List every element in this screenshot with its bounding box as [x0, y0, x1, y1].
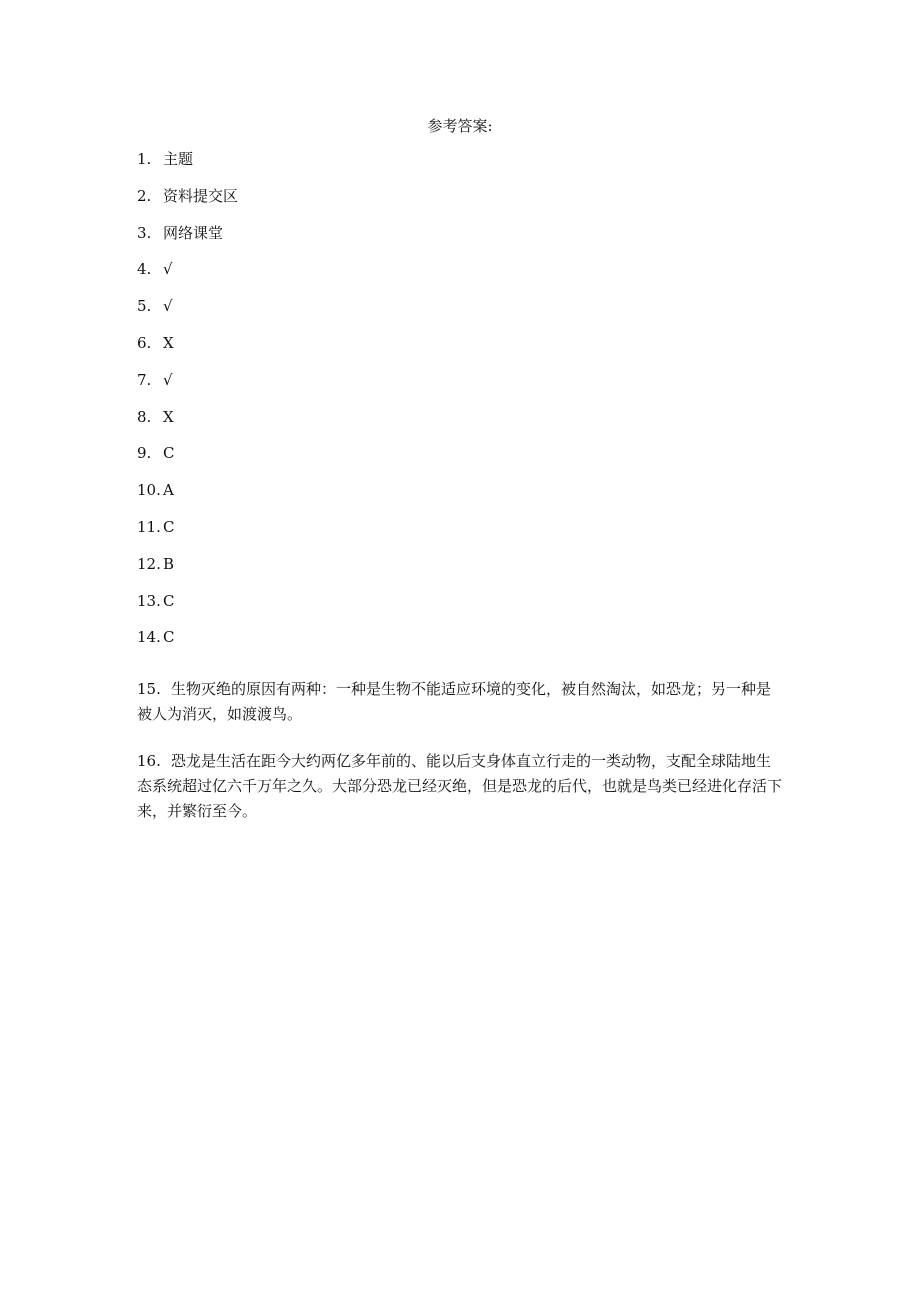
answer-item-11 — [137, 517, 238, 554]
answer-text: √ — [163, 370, 173, 389]
answer-item-14 — [137, 627, 238, 664]
answer-item-5 — [137, 296, 238, 333]
answer-text: C — [163, 591, 175, 610]
answer-text: C — [163, 628, 175, 647]
answer-number: 5. — [137, 297, 152, 316]
answer-paragraph: 生物灭绝的原因有两种：一种是生物不能适应环境的变化，被自然淘汰，如恐龙；另一种是被人为消灭，如渡渡鸟。 — [137, 680, 772, 723]
answer-item-6 — [137, 333, 238, 370]
answer-item-12 — [137, 554, 238, 591]
answer-item-3 — [137, 223, 238, 260]
answer-text: 资料提交区 — [163, 186, 239, 205]
answer-item-1 — [137, 149, 238, 186]
answer-number: 10. — [137, 481, 161, 500]
answer-number: 11. — [137, 517, 161, 536]
answer-number: 13. — [137, 591, 161, 610]
answer-text: X — [163, 333, 174, 352]
answer-text: B — [163, 554, 175, 573]
answer-number: 8. — [137, 407, 152, 426]
answer-item-8 — [137, 407, 238, 444]
answer-text: 网络课堂 — [163, 223, 224, 242]
answer-item-7 — [137, 370, 238, 407]
answer-number: 9. — [137, 444, 152, 463]
answer-item-13 — [137, 591, 238, 628]
answer-text: √ — [163, 260, 173, 279]
answer-text: C — [163, 517, 175, 536]
answer-number: 4. — [137, 260, 152, 279]
answer-number: 14. — [137, 628, 161, 647]
answer-list — [137, 149, 238, 664]
answer-number: 6. — [137, 333, 152, 352]
answer-number: 2. — [137, 186, 152, 205]
page-title: 参考答案: — [427, 117, 493, 135]
answer-text: C — [163, 444, 175, 463]
answer-item-15 — [137, 677, 785, 727]
answer-number: 3. — [137, 223, 152, 242]
answer-item-4 — [137, 259, 238, 296]
answer-number: 7. — [137, 370, 152, 389]
answer-text: √ — [163, 297, 173, 316]
answer-text: X — [163, 407, 174, 426]
answer-number: 15. — [137, 680, 161, 698]
answer-number: 12. — [137, 554, 161, 573]
answer-item-9 — [137, 443, 238, 480]
answer-number: 1. — [137, 150, 152, 168]
answer-text: A — [163, 481, 174, 500]
answer-number: 16. — [137, 752, 161, 770]
answer-paragraph: 恐龙是生活在距今大约两亿多年前的、能以后支身体直立行走的一类动物，支配全球陆地生态系统超过亿六千万年之久。大部分恐龙已经灭绝，但是恐龙的后代，也就是鸟类已经进化存活下来，并繁衍至今。 — [137, 752, 783, 820]
answer-item-2 — [137, 186, 238, 223]
answer-item-16 — [137, 749, 785, 824]
answer-text: 主题 — [163, 150, 194, 168]
answer-item-10 — [137, 480, 238, 517]
